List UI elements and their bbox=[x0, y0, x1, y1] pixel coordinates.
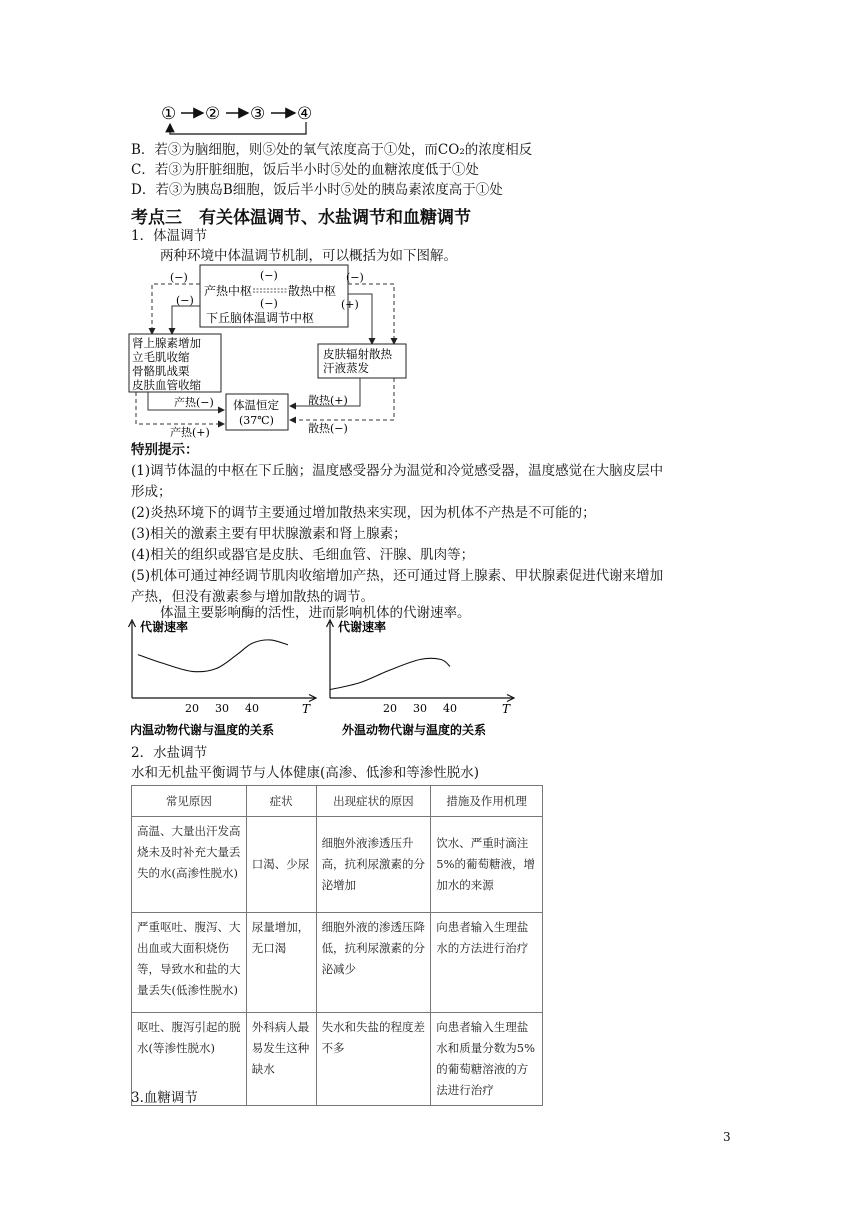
page-number: 3 bbox=[723, 1130, 731, 1144]
chain-node-4: ④ bbox=[297, 104, 313, 124]
left-outer-minus: (−) bbox=[170, 271, 188, 284]
option-c: C．若③为肝脏细胞，饭后半小时⑤处的血糖浓度低于①处 bbox=[131, 162, 479, 178]
chart-2-xlabel: T bbox=[502, 702, 511, 716]
left-box-line-3: 骨骼肌战栗 bbox=[132, 364, 190, 378]
left-inner-minus: (−) bbox=[176, 294, 194, 307]
left-box-line-2: 立毛肌收缩 bbox=[132, 350, 190, 364]
heat-production-plus: 产热(+) bbox=[170, 426, 210, 439]
table-header: 出现症状的原因 bbox=[316, 786, 431, 817]
section-title: 考点三 有关体温调节、水盐调节和血糖调节 bbox=[131, 208, 471, 228]
table-cell: 外科病人最易发生这种缺水 bbox=[246, 1013, 316, 1106]
subheading-thermoregulation: 1．体温调节 bbox=[131, 228, 208, 244]
chain-node-3: ③ bbox=[250, 104, 266, 124]
table-cell: 向患者输入生理盐水的方法进行治疗 bbox=[431, 913, 543, 1013]
chart-1-title: 内温动物代谢与温度的关系 bbox=[130, 723, 275, 737]
table-cell: 失水和失盐的程度差不多 bbox=[316, 1013, 431, 1106]
table-header: 症状 bbox=[246, 786, 316, 817]
x-tick-label: 20 bbox=[185, 702, 199, 715]
center-minus-top: (−) bbox=[260, 269, 278, 282]
x-tick-label: 40 bbox=[245, 702, 259, 715]
tip-line-3: (2)炎热环境下的调节主要通过增加散热来实现，因为机体不产热是不可能的； bbox=[131, 505, 596, 521]
right-inner-plus: (+) bbox=[341, 298, 359, 311]
table-cell: 尿量增加，无口渴 bbox=[246, 913, 316, 1013]
tip-line-1: (1)调节体温的中枢在下丘脑；温度感受器分为温觉和冷觉感受器，温度感觉在大脑皮层中 bbox=[131, 463, 664, 479]
heat-loss-center: 散热中枢 bbox=[288, 284, 337, 298]
table-cell: 饮水、严重时滴注5%的葡萄糖液，增加水的来源 bbox=[431, 817, 543, 913]
x-tick-label: 40 bbox=[443, 702, 457, 715]
metabolism-curve bbox=[330, 658, 450, 689]
chain-node-2: ② bbox=[205, 104, 221, 124]
heat-production-minus: 产热(−) bbox=[174, 396, 214, 409]
left-box-line-4: 皮肤血管收缩 bbox=[132, 378, 201, 392]
table-caption: 水和无机盐平衡调节与人体健康(高渗、低渗和等渗性脱水) bbox=[131, 765, 480, 781]
metabolism-curve bbox=[138, 640, 288, 672]
chart-1-ylabel: 代谢速率 bbox=[140, 620, 189, 634]
chart-2-title: 外温动物代谢与温度的关系 bbox=[342, 723, 487, 737]
right-box-line-1: 皮肤辐射散热 bbox=[323, 347, 392, 361]
option-d: D．若③为胰岛B细胞，饭后半小时⑤处的胰岛素浓度高于①处 bbox=[131, 182, 503, 198]
heat-production-center: 产热中枢 bbox=[204, 284, 253, 298]
option-b: B．若③为脑细胞，则⑤处的氧气浓度高于①处，而CO₂的浓度相反 bbox=[131, 142, 533, 158]
hypothalamus-center: 下丘脑体温调节中枢 bbox=[206, 311, 315, 325]
right-outer-minus: (−) bbox=[346, 271, 364, 284]
tip-line-2: 形成； bbox=[131, 484, 172, 500]
heat-loss-minus: 散热(−) bbox=[308, 422, 348, 435]
subheading-water-salt: 2．水盐调节 bbox=[131, 745, 208, 761]
table-cell: 口渴、少尿 bbox=[246, 817, 316, 913]
tip-line-4: (3)相关的激素主要有甲状腺激素和肾上腺素； bbox=[131, 526, 407, 542]
left-box-line-1: 肾上腺素增加 bbox=[132, 336, 201, 350]
x-tick-label: 30 bbox=[413, 702, 427, 715]
center-minus-mid: (−) bbox=[260, 297, 278, 310]
table-row bbox=[132, 817, 543, 913]
table-header-row bbox=[132, 786, 543, 817]
x-tick-label: 20 bbox=[383, 702, 397, 715]
ectotherm-metabolism-chart bbox=[322, 618, 522, 738]
table-cell: 细胞外液的渗透压降低，抗利尿激素的分泌减少 bbox=[316, 913, 431, 1013]
dehydration-table bbox=[131, 785, 543, 1106]
tip-line-5: (4)相关的组织或器官是皮肤、毛细血管、汗腺、肌肉等； bbox=[131, 547, 475, 563]
table-cell: 严重呕吐、腹泻、大出血或大面积烧伤等，导致水和盐的大量丢失(低渗性脱水) bbox=[132, 913, 247, 1013]
table-cell: 高温、大量出汗发高烧未及时补充大量丢失的水(高渗性脱水) bbox=[132, 817, 247, 913]
table-header: 措施及作用机理 bbox=[431, 786, 543, 817]
tip-line-7: 产热，但没有激素参与增加散热的调节。 bbox=[131, 589, 374, 605]
chart-1-xlabel: T bbox=[302, 702, 311, 716]
table-cell: 向患者输入生理盐水和质量分数为5%的葡萄糖溶液的方法进行治疗 bbox=[431, 1013, 543, 1106]
table-header: 常见原因 bbox=[132, 786, 247, 817]
tip-line-6: (5)机体可通过神经调节肌肉收缩增加产热，还可通过肾上腺素、甲状腺素促进代谢来增加 bbox=[131, 568, 664, 584]
intro-text: 两种环境中体温调节机制，可以概括为如下图解。 bbox=[160, 248, 457, 264]
table-cell: 呕吐、腹泻引起的脱水(等渗性脱水) bbox=[132, 1013, 247, 1106]
x-tick-label: 30 bbox=[215, 702, 229, 715]
table-row bbox=[132, 913, 543, 1013]
right-box-line-2: 汗液蒸发 bbox=[323, 361, 369, 375]
heat-loss-plus: 散热(+) bbox=[308, 394, 348, 407]
thermoregulation-diagram bbox=[128, 264, 418, 442]
table-cell: 细胞外液渗透压升高，抗利尿激素的分泌增加 bbox=[316, 817, 431, 913]
cycle-chain-diagram bbox=[155, 98, 335, 140]
bottom-box-line-2: (37℃) bbox=[239, 414, 274, 427]
chain-node-1: ① bbox=[161, 104, 177, 124]
tips-title: 特别提示： bbox=[131, 442, 199, 458]
bottom-box-line-1: 体温恒定 bbox=[233, 398, 279, 412]
subheading-blood-sugar: 3.血糖调节 bbox=[131, 1090, 198, 1106]
temperature-note: 体温主要影响酶的活性，进而影响机体的代谢速率。 bbox=[160, 605, 471, 621]
chart-2-ylabel: 代谢速率 bbox=[338, 620, 387, 634]
endotherm-metabolism-chart bbox=[122, 618, 322, 738]
